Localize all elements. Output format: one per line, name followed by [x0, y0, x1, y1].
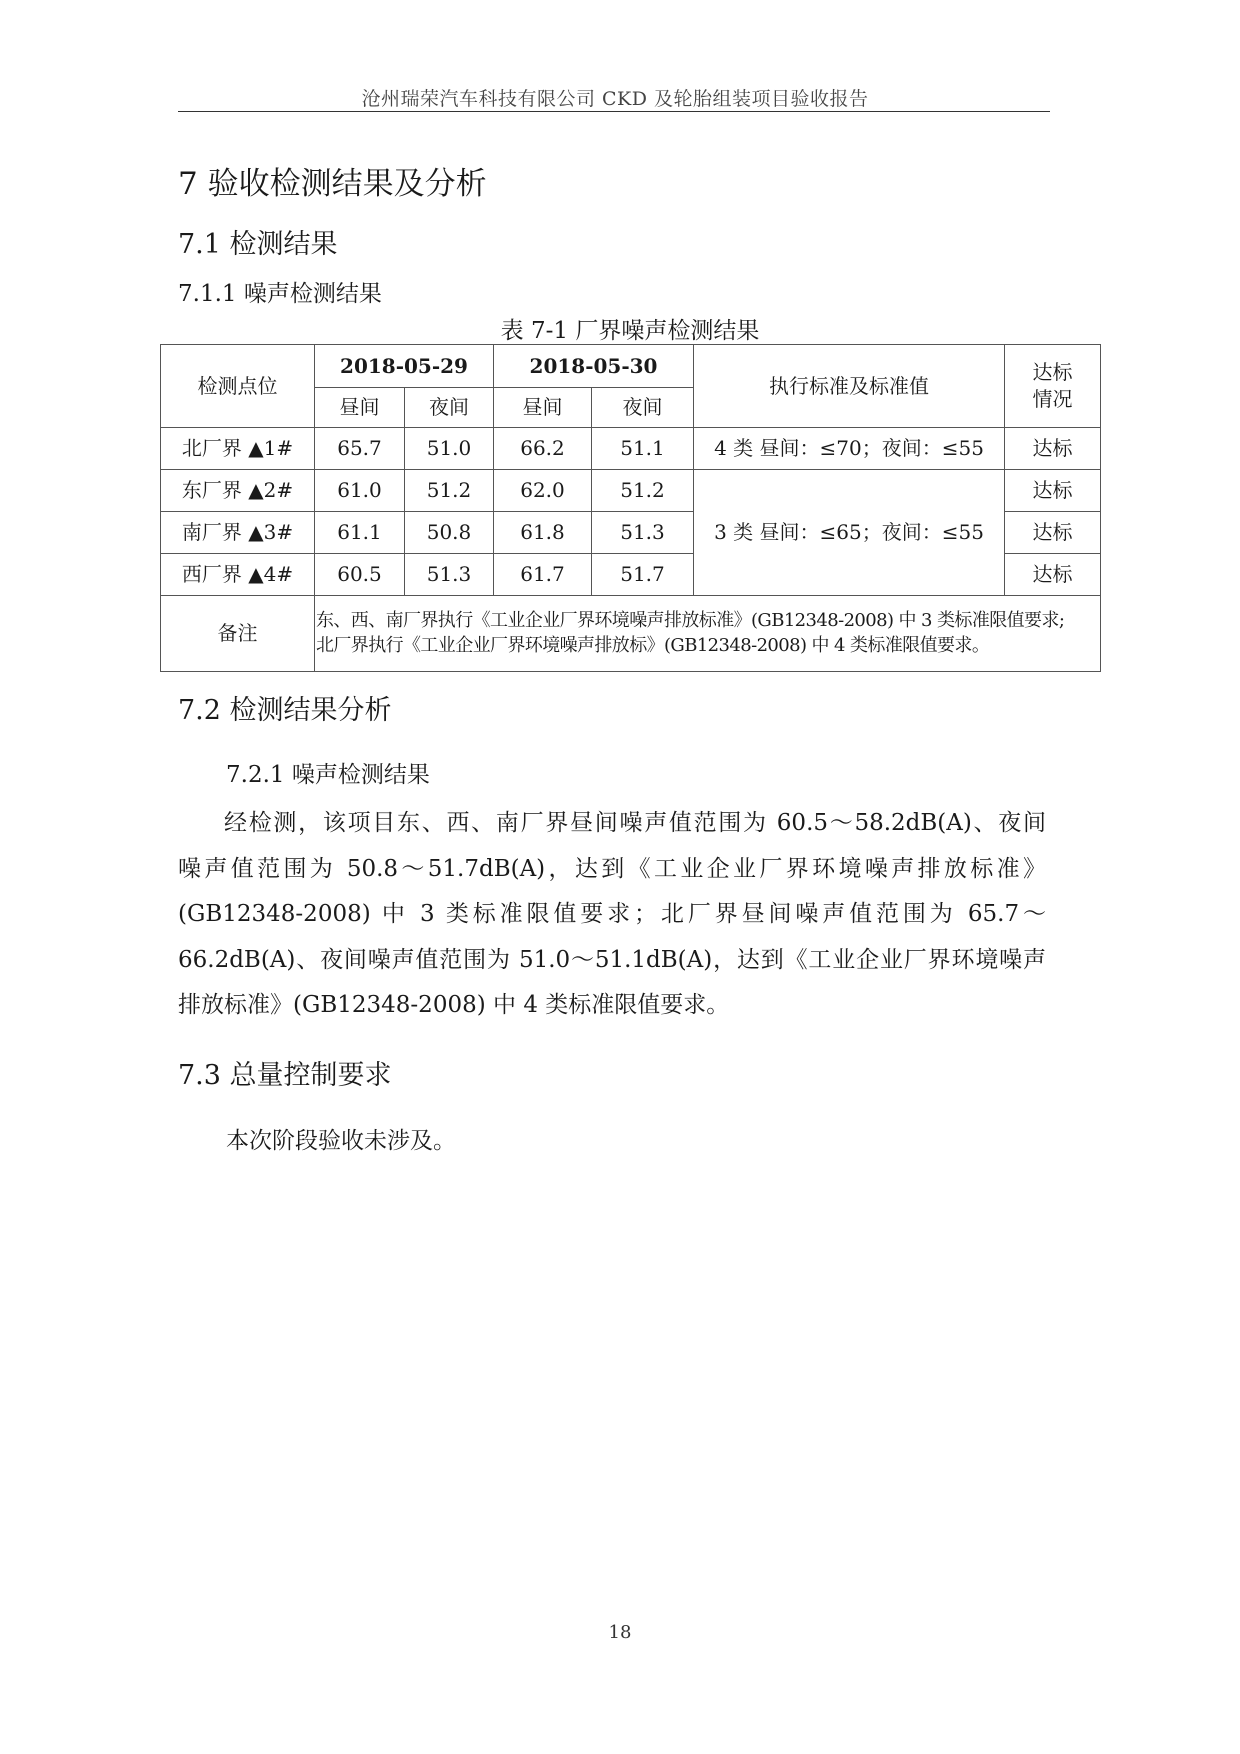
total-control-text: 本次阶段验收未涉及。 [226, 1128, 456, 1154]
section-7-1-1-title: 7.1.1 噪声检测结果 [178, 281, 382, 307]
cell-d2-day: 61.8 [494, 512, 592, 554]
cell-d1-day: 61.1 [315, 512, 405, 554]
header-point: 检测点位 [161, 345, 315, 428]
cell-point: 东厂界 ▲2# [161, 470, 315, 512]
remark-line-1: 东、西、南厂界执行《工业企业厂界环境噪声排放标准》(GB12348-2008) 中 3 类标准限值要求; [316, 610, 1065, 632]
cell-point: 西厂界 ▲4# [161, 554, 315, 596]
remark-line-2: 北厂界执行《工业企业厂界环境噪声排放标》(GB12348-2008) 中 4 类标准限值要求。 [316, 634, 990, 656]
cell-d1-day: 61.0 [315, 470, 405, 512]
cell-d2-night: 51.3 [592, 512, 694, 554]
analysis-line-5: 排放标准》(GB12348-2008) 中 4 类标准限值要求。 [178, 992, 730, 1018]
header-day-1: 昼间 [315, 388, 405, 428]
header-night-1: 夜间 [405, 388, 494, 428]
analysis-line-1: 经检测，该项目东、西、南厂界昼间噪声值范围为 60.5～58.2dB(A)、夜间 [224, 810, 1046, 836]
section-7-3-title: 7.3 总量控制要求 [178, 1060, 392, 1091]
cell-d2-night: 51.1 [592, 428, 694, 470]
header-result-line1: 达标 [1032, 360, 1073, 384]
section-7-2-title: 7.2 检测结果分析 [178, 695, 392, 726]
cell-point: 北厂界 ▲1# [161, 428, 315, 470]
cell-d2-night: 51.2 [592, 470, 694, 512]
header-result-line2: 情况 [1032, 387, 1073, 411]
header-rule [178, 111, 1050, 112]
cell-d2-day: 66.2 [494, 428, 592, 470]
remark-label: 备注 [161, 596, 315, 672]
table-row [161, 428, 1101, 470]
header-day-2: 昼间 [494, 388, 592, 428]
remark-row [161, 596, 1101, 672]
header-standard: 执行标准及标准值 [694, 345, 1005, 428]
chapter-title: 7 验收检测结果及分析 [178, 166, 487, 202]
remark-text [315, 596, 1101, 672]
header-night-2: 夜间 [592, 388, 694, 428]
cell-result: 达标 [1005, 512, 1101, 554]
cell-d2-day: 62.0 [494, 470, 592, 512]
table-row [161, 470, 1101, 512]
cell-result: 达标 [1005, 428, 1101, 470]
cell-standard-class4: 4 类 昼间：≤70；夜间：≤55 [694, 428, 1005, 470]
analysis-paragraph [178, 801, 1046, 1029]
cell-d1-day: 60.5 [315, 554, 405, 596]
table-caption: 表 7-1 厂界噪声检测结果 [500, 318, 760, 344]
cell-d1-night: 51.2 [405, 470, 494, 512]
cell-d1-night: 51.3 [405, 554, 494, 596]
cell-d2-day: 61.7 [494, 554, 592, 596]
noise-results-table [160, 344, 1101, 672]
cell-result: 达标 [1005, 554, 1101, 596]
page-number: 18 [608, 1622, 632, 1643]
running-header: 沧州瑞荣汽车科技有限公司 CKD 及轮胎组装项目验收报告 [361, 88, 869, 110]
header-date-1: 2018-05-29 [315, 345, 494, 388]
cell-standard-class3: 3 类 昼间：≤65；夜间：≤55 [694, 470, 1005, 596]
section-7-2-1-title: 7.2.1 噪声检测结果 [226, 762, 430, 788]
analysis-line-2: 噪声值范围为 50.8～51.7dB(A)，达到《工业企业厂界环境噪声排放标准》 [178, 855, 1046, 882]
analysis-line-3: (GB12348-2008) 中 3 类标准限值要求；北厂界昼间噪声值范围为 65.7～ [178, 901, 1046, 927]
cell-result: 达标 [1005, 470, 1101, 512]
cell-point: 南厂界 ▲3# [161, 512, 315, 554]
cell-d1-night: 50.8 [405, 512, 494, 554]
header-date-2: 2018-05-30 [494, 345, 694, 388]
header-result [1005, 345, 1101, 428]
cell-d1-night: 51.0 [405, 428, 494, 470]
section-7-1-title: 7.1 检测结果 [178, 229, 338, 260]
analysis-line-4: 66.2dB(A)、夜间噪声值范围为 51.0～51.1dB(A)，达到《工业企业厂界环境噪声 [178, 946, 1046, 973]
cell-d2-night: 51.7 [592, 554, 694, 596]
cell-d1-day: 65.7 [315, 428, 405, 470]
